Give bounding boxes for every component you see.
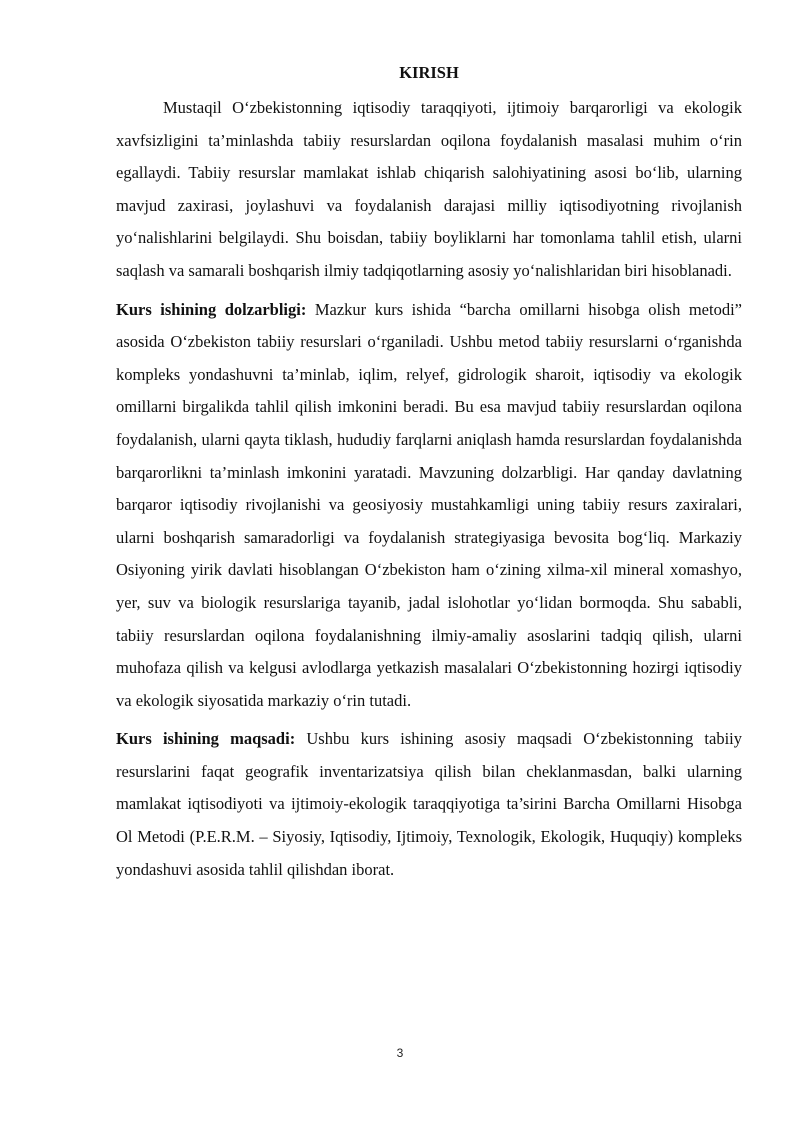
relevance-heading: Kurs ishining dolzarbligi: [116,299,307,319]
goal-paragraph [116,723,742,886]
page-number: 3 [396,1046,404,1060]
intro-paragraph: Mustaqil O‘zbekistonning iqtisodiy taraqqiyoti, ijtimoiy barqarorligi va ekologik xavfsizligini ta’minlashda tabiiy resurslardan oqilona foydalanish masalasi muhim o‘rin egallaydi. Tabiiy resurslar mamlakat ishlab chiqarish salohiyatining asosi bo‘lib, ularning mavjud zaxirasi, joylashuvi va foydalanish darajasi milliy iqtisodiyotning rivojlanish yo‘nalishlarini belgilaydi. Shu boisdan, tabiiy boyliklarni har tomonlama tahlil etish, ularni saqlash va samarali boshqarish ilmiy tadqiqotlarning asosiy yo‘nalishlaridan biri hisoblanadi. [116,98,742,280]
document-page [116,62,742,886]
section-title: KIRISH [399,63,459,82]
relevance-text: Mazkur kurs ishida “barcha omillarni hisobga olish metodi” asosida O‘zbekiston tabiiy resurslari o‘rganiladi. Ushbu metod tabiiy resurslarni o‘rganishda kompleks yondashuvni ta’minlab, iqlim, relyef, gidrologik sharoit, iqtisodiy va ekologik omillarni birgalikda tahlil qilish imkonini beradi. Bu esa mavjud tabiiy resurslardan oqilona foydalanish, ularni qayta tiklash, hududiy farqlarni aniqlash hamda resurslardan foydalanishda barqarorlikni ta’minlash imkonini yaratadi. Mavzuning dolzarbligi. Har qanday davlatning barqaror iqtisodiy rivojlanishi va geosiyosiy mustahkamligi uning tabiiy resurs zaxiralari, ularni boshqarish samaradorligi va foydalanish strategiyasiga bevosita bog‘liq. Markaziy Osiyoning yirik davlati hisoblangan O‘zbekiston ham o‘zining xilma-xil mineral xomashyo, yer, suv va biologik resurslariga tayanib, jadal islohotlar yo‘lidan bormoqda. Shu sababli, tabiiy resurslardan oqilona foydalanishning ilmiy-amaliy asoslarini tadqiq qilish, ularni muhofaza qilish va kelgusi avlodlarga yetkazish masalalari O‘zbekistonning hozirgi iqtisodiy va ekologik siyosatida markaziy o‘rin tutadi. [116,299,742,710]
goal-heading: Kurs ishining maqsadi: [116,729,296,749]
goal-text: Ushbu kurs ishining asosiy maqsadi O‘zbekistonning tabiiy resurslarini faqat geografik inventarizatsiya qilish bilan cheklanmasdan, balki ularning mamlakat iqtisodiyoti va ijtimoiy-ekologik taraqqiyotiga ta’sirini Barcha Omillarni Hisobga Ol Metodi (P.E.R.M. – Siyosiy, Iqtisodiy, Ijtimoiy, Texnologik, Ekologik, Huquqiy) kompleks yondashuvi asosida tahlil qilishdan iborat. [116,729,742,879]
relevance-paragraph [116,294,742,718]
